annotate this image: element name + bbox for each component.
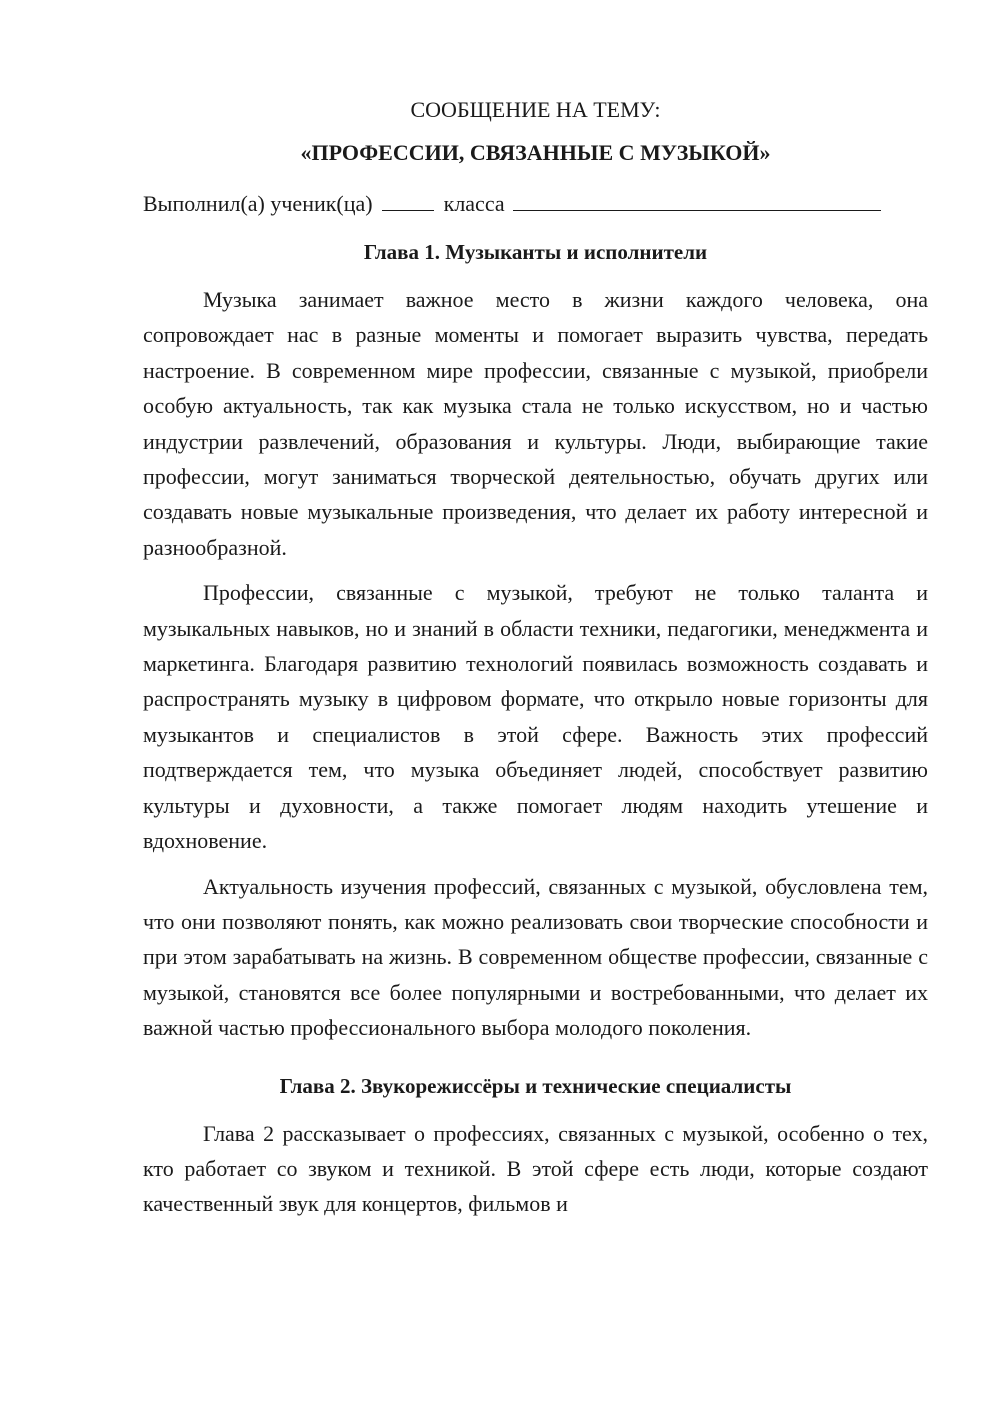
chapter-2-paragraph-1: Глава 2 рассказывает о профессиях, связанных с музыкой, особенно о тех, кто работает со звуком и техникой. В этой сфере есть люди, которые создают качественный звук для концертов, фильмов и [143,1120,928,1217]
chapter-2-heading: Глава 2. Звукорежиссёры и технические специалисты [279,1073,792,1098]
document-title-topic: «ПРОФЕССИИ, СВЯЗАННЫЕ С МУЗЫКОЙ» [300,140,771,165]
document-page [143,92,928,1232]
author-prefix: Выполнил(а) ученик(ца) [143,191,373,216]
author-line [143,186,928,222]
chapter-1-paragraph-1: Музыка занимает важное место в жизни каждого человека, она сопровождает нас в разные моменты и помогает выразить чувства, передать настроение. В современном мире профессии, связанные с музыкой, приобрели особую актуальность, так как музыка стала не только искусством, но и частью индустрии развлечений, образования и культуры. Люди, выбирающие такие профессии, могут заниматься творческой деятельностью, обучать других или создавать новые музыкальные произведения, что делает их работу интересной и разнообразной. [143,287,928,560]
chapter-1-paragraph-2: Профессии, связанные с музыкой, требуют не только таланта и музыкальных навыков, но и знаний в области техники, педагогики, менеджмента и маркетинга. Благодаря развитию технологий появилась возможность создавать и распространять музыку в цифровом формате, что открыло новые горизонты для музыкантов и специалистов в этой сфере. Важность этих профессий подтверждается тем, что музыка объединяет людей, способствует развитию культуры и духовности, а также помогает людям находить утешение и вдохновение. [143,580,928,854]
chapter-1-heading: Глава 1. Музыканты и исполнители [363,240,708,264]
chapter-1-paragraph-3: Актуальность изучения профессий, связанных с музыкой, обусловлена тем, что они позволяют понять, как можно реализовать свои творческие способности и при этом зарабатывать на жизнь. В современном обществе профессии, связанные с музыкой, становятся все более популярными и востребованными, что делает их важной частью профессионального выбора молодого поколения. [143,873,928,1041]
class-number-blank [382,190,434,211]
student-name-blank [513,190,881,211]
class-word: класса [443,191,505,216]
document-title-line-1: СООБЩЕНИЕ НА ТЕМУ: [410,97,661,122]
